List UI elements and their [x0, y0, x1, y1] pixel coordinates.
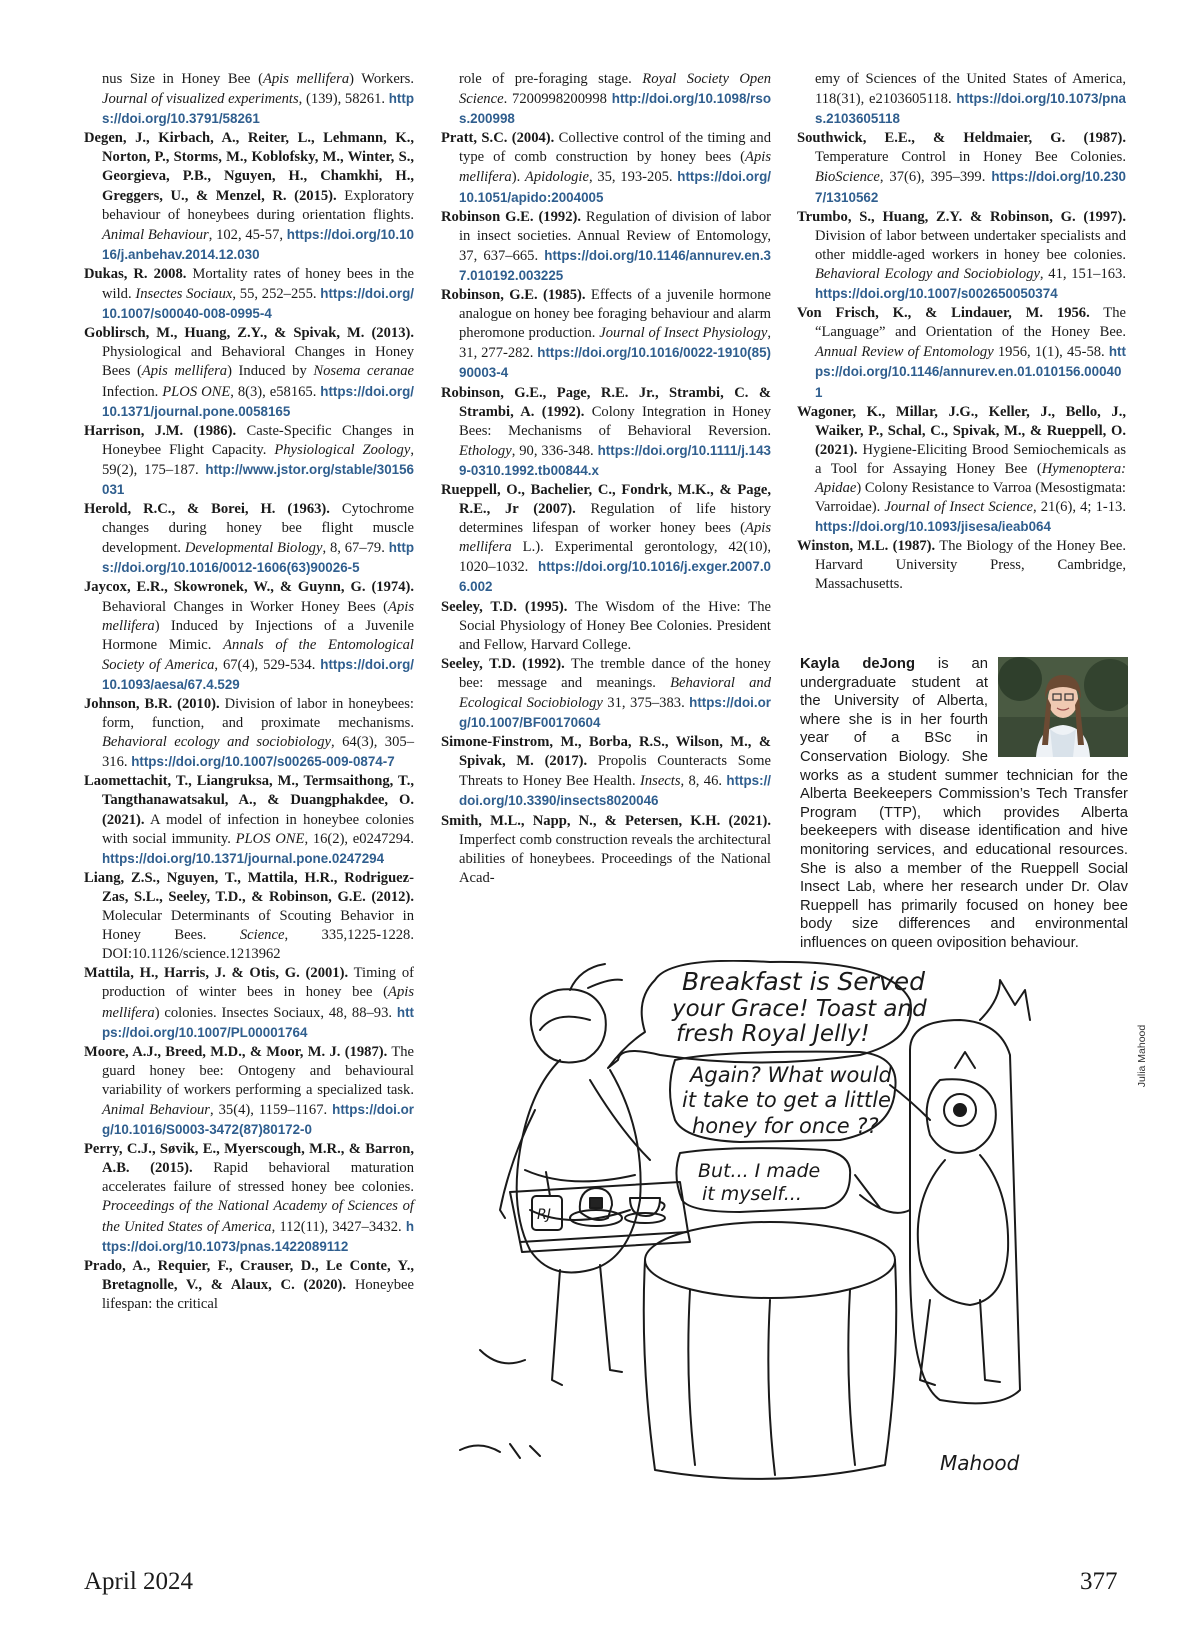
reference-entry — [84, 772, 414, 868]
reference-authors: Herold, R.C., & Borei, H. (1963). — [84, 501, 330, 518]
reference-text: , 35(4), 1159–1167. — [209, 1101, 333, 1118]
reference-link[interactable]: https://doi.org/10.1093/jisesa/ieab064 — [815, 519, 1051, 535]
reference-text: Timing of production of winter bees in honey bee ( — [102, 965, 414, 1001]
reference-text: Division of labor in honeybees: form, function, and proximate mechanisms. — [102, 696, 414, 732]
reference-entry — [797, 129, 1126, 207]
reference-entry — [441, 70, 771, 129]
reference-text: Propolis Counteracts Some Threats to Honey Bee Health. — [459, 753, 771, 790]
reference-text: 1956, 1(1), 45-58. — [993, 344, 1109, 361]
reference-journal: Journal of Insect Science — [884, 499, 1033, 516]
round-table — [644, 1222, 897, 1479]
jar-label: RJ — [537, 1207, 551, 1223]
bubble-3-line-1: But... I made — [698, 1160, 821, 1182]
reference-text: role of pre-foraging stage. — [459, 71, 643, 87]
reference-journal: Apis mellifera — [102, 984, 414, 1021]
reference-journal: Apidologie — [524, 169, 589, 186]
reference-journal: Apis mellifera — [102, 598, 414, 634]
reference-text: , 8, 46. — [680, 773, 727, 790]
reference-link[interactable]: https://doi.org/10.1016/0022-1910(85)90003-4 — [459, 345, 771, 381]
reference-authors: Southwick, E.E., & Heldmaier, G. (1987). — [797, 130, 1126, 147]
reference-text: . 7200998200998 — [503, 91, 612, 108]
reference-text: Behavioral Changes in Worker Honey Bees ( — [102, 598, 389, 615]
reference-text: L.). Experimental gerontology, 42(10), 1020–1032. — [459, 539, 771, 576]
reference-authors: Wagoner, K., Millar, J.G., Keller, J., Bello, J., Waiker, P., Schal, C., Spivak, M., & Rueppell, O. (2021). — [797, 403, 1126, 458]
reference-text: The tremble dance of the honey bee: message and meanings. — [459, 655, 771, 691]
bio-name: Kayla deJong — [800, 656, 916, 672]
queen-bee-drawing — [855, 980, 1030, 1403]
reference-text: A model of infection in honeybee colonies with social immunity. — [102, 811, 414, 847]
reference-text: ) Workers. — [349, 71, 414, 87]
reference-link[interactable]: https://doi.org/10.1016/S0003-3472(87)80172-0 — [102, 1101, 414, 1138]
reference-text: Regulation of life history determines lifespan of worker honey bees ( — [459, 501, 771, 537]
reference-text: , 41, 151–163. — [1039, 265, 1126, 282]
reference-text: Rapid behavioral maturation accelerates failure of stressed honey bee colonies. — [102, 1160, 414, 1196]
references-column-1 — [84, 70, 414, 1314]
reference-authors: Rueppell, O., Bachelier, C., Fondrk, M.K., & Page, R.E., Jr (2007). — [441, 481, 771, 518]
reference-entry — [797, 537, 1126, 594]
reference-link[interactable]: https://doi.org/10.3390/insects8020046 — [459, 773, 772, 809]
reference-entry — [84, 1043, 414, 1140]
reference-journal: PLOS ONE — [162, 383, 231, 400]
reference-text: ) colonies. Insectes Sociaux, 48, 88–93. — [154, 1004, 397, 1021]
reference-text: , 64(3), 305–316. — [102, 734, 414, 771]
reference-text: 31, 375–383. — [602, 695, 690, 711]
reference-journal: Hymenoptera: Apidae — [815, 460, 1126, 496]
reference-text: , 335,1225-1228. DOI:10.1126/science.1213962 — [102, 927, 414, 963]
reference-journal: Behavioral Ecology and Sociobiology — [815, 265, 1040, 282]
reference-authors: Trumbo, S., Huang, Z.Y. & Robinson, G. (1997). — [797, 208, 1126, 225]
cartoon-signature: Mahood — [940, 1451, 1020, 1475]
reference-text: , 16(2), e0247294. — [304, 830, 415, 847]
reference-journal: Apis mellifera — [459, 520, 771, 556]
reference-authors: Johnson, B.R. (2010). — [84, 696, 220, 712]
reference-text: ). — [511, 169, 525, 186]
bubble-1-line-1: Breakfast is Served — [682, 967, 925, 996]
reference-text: Collective control of the timing and type of comb construction by honey bees ( — [459, 130, 771, 166]
reference-journal: Royal Society Open Science — [459, 71, 771, 108]
reference-journal: Journal of Insect Physiology — [599, 325, 768, 342]
reference-text: The Wisdom of the Hive: The Social Physiology of Honey Bee Colonies. President and Fellow, Harvard College. — [459, 598, 771, 653]
reference-authors: Simone-Finstrom, M., Borba, R.S., Wilson, M., & Spivak, M. (2017). — [441, 734, 771, 770]
reference-text: , 102, 45-57, — [208, 226, 287, 243]
reference-journal: BioScience — [815, 169, 880, 186]
reference-link[interactable]: https://doi.org/10.1073/pnas.2103605118 — [815, 91, 1126, 127]
reference-link[interactable]: https://doi.org/10.1051/apido:2004005 — [459, 169, 771, 205]
reference-entry — [797, 70, 1126, 129]
reference-link[interactable]: https://doi.org/10.1146/annurev.en.01.010156.000401 — [815, 344, 1126, 400]
reference-journal: Animal Behaviour — [102, 1101, 210, 1118]
reference-text: The Biology of the Honey Bee. Harvard University Press, Cambridge, Massachusetts. — [815, 538, 1127, 593]
reference-authors: Prado, A., Requier, F., Crauser, D., Le Conte, Y., Bretagnolle, V., & Alaux, C. (2020). — [84, 1257, 414, 1293]
reference-text: Temperature Control in Honey Bee Colonies. — [815, 149, 1126, 166]
reference-text: , 59(2), 175–187. — [102, 441, 414, 478]
reference-entry — [84, 500, 414, 578]
reference-text: Hygiene-Eliciting Brood Semiochemicals as a Tool for Assaying Honey Bee ( — [815, 441, 1126, 477]
reference-entry — [84, 1257, 414, 1314]
reference-text: Physiological and Behavioral Changes in Honey Bees ( — [102, 344, 414, 380]
reference-text: Honeybee lifespan: the critical — [102, 1276, 414, 1312]
reference-entry — [441, 655, 771, 733]
reference-text: , 90, 336-348. — [511, 442, 598, 459]
reference-entry — [84, 869, 414, 964]
reference-entry — [441, 208, 771, 286]
reference-authors: Jaycox, E.R., Skowronek, W., & Guynn, G. (1974). — [84, 579, 414, 596]
reference-journal: Insectes Sociaux — [135, 286, 233, 303]
reference-authors: Goblirsch, M., Huang, Z.Y., & Spivak, M. (2013). — [84, 325, 414, 342]
reference-entry — [441, 384, 771, 481]
reference-entry — [441, 129, 771, 207]
reference-link[interactable]: https://doi.org/10.1146/annurev.en.37.010192.003225 — [459, 247, 771, 283]
reference-link[interactable]: https://doi.org/10.1007/PL00001764 — [102, 1004, 414, 1040]
reference-journal: Ethology — [459, 442, 512, 459]
reference-text: Division of labor between undertaker specialists and other middle-aged workers in honey bee colonies. — [815, 227, 1126, 263]
footer-date: April 2024 — [84, 1568, 194, 1595]
reference-entry — [84, 70, 414, 129]
reference-entry — [84, 324, 414, 421]
reference-link[interactable]: https://doi.org/10.1016/j.anbehav.2014.12.030 — [102, 226, 414, 262]
reference-link[interactable]: https://doi.org/10.1073/pnas.1422089112 — [102, 1218, 415, 1254]
reference-entry — [441, 481, 771, 598]
reference-link[interactable]: https://doi.org/10.1007/s002650050374 — [815, 286, 1058, 302]
reference-entry — [441, 286, 771, 383]
bubble-2-line-2: it take to get a little — [682, 1088, 891, 1112]
bubble-3-line-2: it myself... — [702, 1183, 802, 1205]
reference-link[interactable]: https://doi.org/10.1093/aesa/67.4.529 — [102, 656, 414, 692]
reference-link[interactable]: http://www.jstor.org/stable/30156031 — [102, 461, 414, 497]
reference-authors: Robinson, G.E., Page, R.E. Jr., Strambi, C. & Strambi, A. (1992). — [441, 384, 771, 420]
reference-journal: Developmental Biology — [184, 540, 323, 557]
reference-journal: Nosema ceranae — [313, 363, 414, 380]
references-column-3 — [797, 70, 1126, 595]
bubble-1-line-2: your Grace! Toast and — [672, 996, 927, 1022]
reference-authors: Winston, M.L. (1987). — [797, 538, 936, 555]
reference-journal: Annals of the Entomological Society of America — [102, 636, 414, 673]
reference-authors: Von Frisch, K., & Lindauer, M. 1956. — [797, 305, 1090, 322]
reference-text: , 31, 277-282. — [459, 325, 771, 362]
reference-entry — [441, 812, 771, 888]
reference-text: , 8(3), e58165. — [230, 383, 321, 400]
reference-entry — [797, 304, 1126, 402]
bubble-2-line-1: Again? What would — [690, 1063, 892, 1087]
reference-link[interactable]: https://doi.org/10.1016/j.exger.2007.06.002 — [459, 559, 771, 595]
reference-text: Exploratory behaviour of honeybees during orientation flights. — [102, 187, 414, 223]
reference-journal: PLOS ONE — [235, 830, 305, 847]
reference-entry — [441, 733, 771, 811]
reference-authors: Degen, J., Kirbach, A., Reiter, L., Lehmann, K., Norton, P., Storms, M., Koblofsky, M., Winter, S., Georgieva, P.B., Nguyen, H., Chamkhi, H., Greggers, U., & Menzel, R. (2015). — [84, 130, 414, 204]
reference-text: Imperfect comb construction reveals the architectural abilities of honeybees. Proceedings of the National Acad- — [459, 831, 771, 886]
reference-text: Effects of a juvenile hormone analogue on honey bee foraging behaviour and alarm pheromone production. — [459, 287, 771, 342]
reference-text: emy of Sciences of the United States of America, 118(31), e2103605118. — [815, 71, 1126, 108]
reference-link[interactable]: https://doi.org/10.1007/BF00170604 — [459, 695, 771, 731]
reference-authors: Laomettachit, T., Liangruksa, M., Termsaithong, T., Tangthanawatsakul, A., & Duangphakdee, O. (2021). — [84, 773, 414, 828]
reference-entry — [84, 1140, 414, 1257]
reference-text: Mortality rates of honey bees in the wild. — [102, 265, 414, 303]
reference-authors: Moore, A.J., Breed, M.D., & Moor, M. J. (1987). — [84, 1043, 388, 1060]
reference-journal: Proceedings of the National Academy of Sciences of the United States of America — [102, 1198, 414, 1235]
reference-journal: Apis mellifera — [141, 363, 228, 380]
reference-entry — [84, 695, 414, 772]
reference-entry — [84, 422, 414, 500]
reference-authors: Harrison, J.M. (1986). — [84, 422, 237, 439]
reference-authors: Mattila, H., Harris, J. & Otis, G. (2001). — [84, 965, 349, 982]
reference-text: ) Colony Resistance to Varroa (Mesostigmata: Varroidae). — [815, 479, 1126, 516]
reference-authors: Seeley, T.D. (1995). — [441, 598, 568, 615]
worker-bee-drawing — [480, 964, 650, 1385]
reference-authors: Robinson G.E. (1992). — [441, 208, 581, 225]
reference-text: Molecular Determinants of Scouting Behavior in Honey Bees. — [102, 908, 414, 944]
reference-text: The “Language” and Orientation of the Honey Bee. — [815, 305, 1126, 341]
bubble-2-line-3: honey for once ?? — [692, 1114, 879, 1138]
reference-text: , 21(6), 4; 1-13. — [1032, 499, 1126, 516]
reference-journal: Behavioral ecology and sociobiology — [102, 734, 332, 751]
reference-link[interactable]: https://doi.org/10.1371/journal.pone.0247294 — [102, 850, 385, 866]
reference-authors: Liang, Z.S., Nguyen, T., Mattila, H.R., Rodriguez-Zas, S.L., Seeley, T.D., & Robinson, G.E. (2012). — [84, 869, 414, 905]
reference-text: Cytochrome changes during honey bee flight muscle development. — [102, 501, 415, 557]
reference-journal: Behavioral and Ecological Sociobiology — [459, 674, 771, 711]
page-number: 377 — [1080, 1568, 1118, 1595]
reference-entry — [441, 598, 771, 655]
reference-entry — [84, 129, 414, 265]
author-bio — [800, 655, 1128, 953]
reference-text: ) Induced by Injections of a Juvenile Hormone Mimic. — [102, 617, 414, 653]
reference-link[interactable]: https://doi.org/10.3791/58261 — [102, 91, 414, 127]
reference-text: Regulation of division of labor in insect societies. Annual Review of Entomology, 37, 637–665. — [459, 208, 771, 264]
reference-authors: Dukas, R. 2008. — [84, 265, 187, 282]
reference-link[interactable]: https://doi.org/10.1371/journal.pone.0058165 — [102, 383, 415, 419]
reference-journal: Insects — [639, 773, 681, 790]
reference-authors: Perry, C.J., Søvik, E., Myerscough, M.R., & Barron, A.B. (2015). — [84, 1141, 414, 1177]
reference-journal: Animal Behaviour — [102, 226, 209, 243]
reference-link[interactable]: http://doi.org/10.1098/rsos.200998 — [459, 91, 771, 127]
reference-journal: Annual Review of Entomology — [815, 344, 994, 361]
bubble-1-line-3: fresh Royal Jelly! — [676, 1021, 870, 1047]
reference-link[interactable]: https://doi.org/10.1016/0012-1606(63)90026-5 — [102, 540, 414, 576]
reference-text: nus Size in Honey Bee ( — [102, 71, 263, 87]
reference-authors: Pratt, S.C. (2004). — [441, 130, 555, 147]
floor-scribble — [460, 1444, 540, 1458]
reference-entry — [84, 265, 414, 324]
reference-journal: Science — [239, 927, 285, 944]
reference-text: , 35, 193-205. — [588, 169, 678, 186]
reference-link[interactable]: https://doi.org/10.1007/s00040-008-0995-4 — [102, 286, 415, 322]
reference-entry — [797, 403, 1126, 538]
reference-entry — [84, 964, 414, 1042]
reference-entry — [797, 208, 1126, 304]
reference-text: , 37(6), 395–399. — [879, 169, 992, 186]
reference-link[interactable]: https://doi.org/10.2307/1310562 — [815, 169, 1126, 205]
references-column-2 — [441, 70, 771, 888]
cartoon-illustration — [440, 960, 1130, 1520]
author-photo — [998, 657, 1128, 757]
reference-text: , (139), 58261. — [298, 91, 389, 108]
reference-text: Infection. — [102, 383, 163, 400]
reference-text: , 112(11), 3427–3432. — [271, 1218, 406, 1235]
reference-link[interactable]: https://doi.org/10.1007/s00265-009-0874-7 — [131, 754, 395, 770]
reference-text: , 55, 252–255. — [232, 286, 321, 303]
reference-link[interactable]: https://doi.org/10.1111/j.1439-0310.1992.tb00844.x — [459, 442, 771, 478]
reference-text: , 67(4), 529-534. — [214, 656, 321, 673]
reference-text: The guard honey bee: Ontogeny and behavioural variability of workers performing a specialized task. — [102, 1043, 415, 1098]
reference-journal: Apis mellifera — [262, 71, 350, 87]
reference-text: ) Induced by — [227, 363, 314, 380]
reference-authors: Robinson, G.E. (1985). — [441, 287, 586, 304]
reference-authors: Smith, M.L., Napp, N., & Petersen, K.H. (2021). — [441, 812, 771, 829]
reference-journal: Physiological Zoology — [274, 441, 411, 458]
reference-entry — [84, 578, 414, 695]
bio-text: is an undergraduate student at the University of Alberta, where she is in her fourth year of a BSc in Conservation Biology. She works as a student summer technician for the Alberta Beekeepers Commission’s Tech Transfer Program (TTP), which provides Alberta beekeepers with disease identification and hive monitoring services, and educational resources. She is also a member of the Rueppell Social Insect Lab, where her research under Dr. Olav Rueppell has primarily focused on honey bee body size differences and environmental influences on queen oviposition behaviour. — [800, 656, 1128, 951]
illustration-credit: Julia Mahood — [1136, 1024, 1148, 1088]
reference-text: Caste-Specific Changes in Honeybee Flight Capacity. — [102, 422, 414, 458]
reference-text: Colony Integration in Honey Bees: Mechanisms of Behavioral Reversion. — [459, 403, 771, 439]
reference-journal: Journal of visualized experiments — [102, 91, 299, 108]
reference-authors: Seeley, T.D. (1992). — [441, 655, 565, 672]
reference-journal: Apis mellifera — [459, 149, 771, 186]
reference-text: , 8, 67–79. — [322, 540, 389, 557]
